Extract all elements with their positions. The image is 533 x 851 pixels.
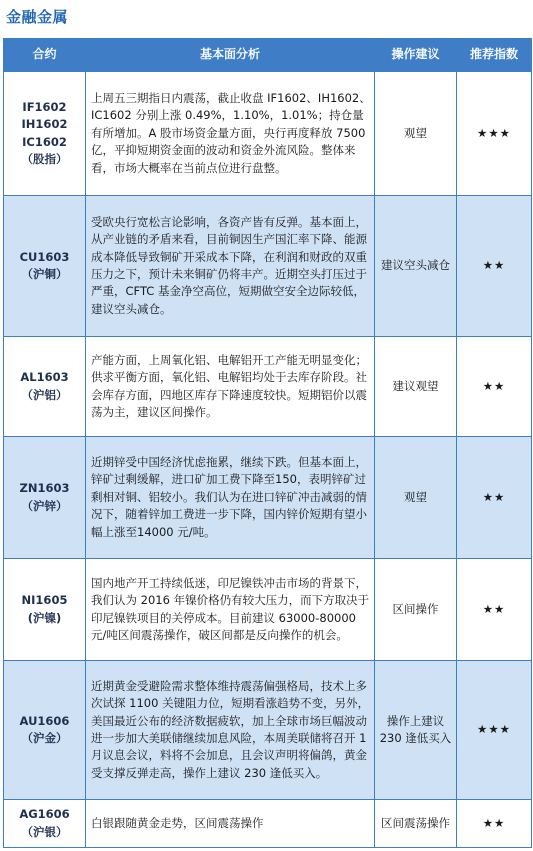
advice-cell: 操作上建议 230 逢低买入 <box>375 661 457 800</box>
contract-cell <box>4 437 86 559</box>
contract-code: AL1603 <box>20 370 69 385</box>
header-contract: 合约 <box>4 39 86 72</box>
contract-code: IH1602 <box>21 117 68 132</box>
rating-stars: ★★ <box>457 196 532 337</box>
table-row <box>4 559 532 661</box>
table-row <box>4 196 532 337</box>
advice-cell: 建议观望 <box>375 337 457 437</box>
contract-code: IC1602 <box>22 134 67 149</box>
contract-cell <box>4 337 86 437</box>
contract-code: NI1605 <box>21 593 68 608</box>
contract-cell <box>4 800 86 848</box>
analysis-cell: 近期黄金受避险需求整体维持震荡偏强格局，技术上多次试探 1100 关键阻力位，短期看涨趋势不变，另外，美国最近公布的经济数据疲软，加上全球市场巨幅波动进一步加大美联储继续加息风险，本周美联储将召开 1 月议息会议，料将不会加息，且会议声明将偏鸽，黄金受支撑反弹走高，操作上建议 230 逢低买入。 <box>86 661 375 800</box>
advice-cell: 区间操作 <box>375 559 457 661</box>
rating-stars: ★★★ <box>457 661 532 800</box>
contract-group: （股指） <box>21 151 68 166</box>
table-row <box>4 800 532 848</box>
table-row <box>4 437 532 559</box>
contract-group: （沪铜） <box>21 267 68 281</box>
rating-stars: ★★★ <box>457 72 532 196</box>
contract-code: AU1606 <box>19 713 70 728</box>
analysis-cell: 上周五三期指日内震荡，截止收盘 IF1602、IH1602、IC1602 分别上涨 0.49%，1.10%，1.01%；持仓量有所增加。A 股市场资金量方面，央行再度释放 7500 亿，平抑短期资金面的波动和资金外流风险。整体来看，市场大概率在当前点位进行盘整。 <box>86 72 375 196</box>
rating-stars: ★★ <box>457 337 532 437</box>
analysis-cell: 受欧央行宽松言论影响，各资产皆有反弹。基本面上，从产业链的矛盾来看，目前铜因生产国汇率下降、能源成本降低导致铜矿开采成本下降，在利润和财政的双重压力之下，预计未来铜矿仍将丰产。近期空头打压过于严重，CFTC 基金净空高位，短期做空安全边际较低，建议空头减仓。 <box>86 196 375 337</box>
contract-code: AG1606 <box>19 807 70 822</box>
table-header-row <box>4 39 532 72</box>
analysis-cell: 产能方面，上周氧化铝、电解铝开工产能无明显变化；供求平衡方面，氧化铝、电解铝均处于去库存阶段。社会库存方面，四地区库存下降速度较快。短期铝价以震荡为主，建议区间操作。 <box>86 337 375 437</box>
rating-stars: ★★ <box>457 800 532 848</box>
contract-cell <box>4 196 86 337</box>
table-row <box>4 72 532 196</box>
contract-cell <box>4 559 86 661</box>
table-row <box>4 337 532 437</box>
contract-cell <box>4 661 86 800</box>
page-title: 金融金属 <box>6 8 69 26</box>
contract-group: （沪金） <box>21 731 68 745</box>
contract-group: (沪镍) <box>27 610 62 625</box>
analysis-cell: 国内地产开工持续低迷，印尼镍铁冲击市场的背景下，我们认为 2016 年镍价格仍有较大压力，而下方取决于印尼镍铁项目的关停成本。目前建议 63000-80000 元/吨区间震荡操作，破区间都是反向操作的机会。 <box>86 559 375 661</box>
header-analysis: 基本面分析 <box>86 39 375 72</box>
rating-stars: ★★ <box>457 559 532 661</box>
advice-cell: 观望 <box>375 437 457 559</box>
contract-code: CU1603 <box>19 249 70 264</box>
contract-code: IF1602 <box>22 99 67 114</box>
advice-cell: 观望 <box>375 72 457 196</box>
header-rating: 推荐指数 <box>457 39 532 72</box>
advice-cell: 区间震荡操作 <box>375 800 457 848</box>
futures-table <box>3 38 532 848</box>
contract-code: ZN1603 <box>19 481 70 496</box>
contract-group: （沪锌） <box>21 498 68 513</box>
contract-group: （沪铝） <box>21 387 68 402</box>
table-row <box>4 661 532 800</box>
header-advice: 操作建议 <box>375 39 457 72</box>
contract-group: （沪银） <box>21 824 68 839</box>
contract-cell <box>4 72 86 196</box>
rating-stars: ★★ <box>457 437 532 559</box>
analysis-cell: 近期锌受中国经济忧虑拖累，继续下跌。但基本面上，锌矿过剩缓解，进口矿加工费下降至150，表明锌矿过剩相对铜、铝较小。我们认为在进口锌矿冲击减弱的情况下，随着锌加工费进一步下降，国内锌价短期有望小幅上涨至14000 元/吨。 <box>86 437 375 559</box>
analysis-cell: 白银跟随黄金走势，区间震荡操作 <box>86 800 375 848</box>
advice-cell: 建议空头减仓 <box>375 196 457 337</box>
